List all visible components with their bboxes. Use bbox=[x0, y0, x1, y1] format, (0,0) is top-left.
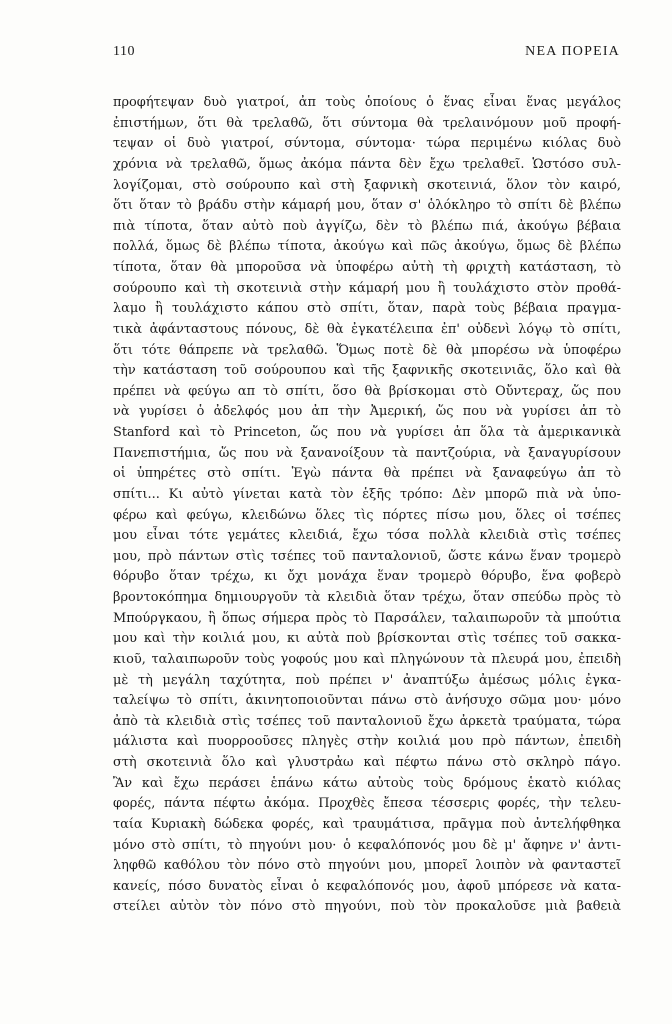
text-line: φέρω καὶ φεύγω, κλειδώνω ὅλες τὶς πόρτες πίσω μου, ὅλες οἱ τσέπες bbox=[113, 507, 621, 523]
text-line: κανείς, πόσο δυνατὸς εἶναι ὁ κεφαλόπονός μου, ἀφοῦ μπόρεσε νὰ κατα- bbox=[113, 878, 621, 894]
text-line: ταία Κυριακὴ δώδεκα φορές, καὶ τραυμάτισα, πρᾶγμα ποὺ ἀντελήφθηκα bbox=[113, 816, 621, 832]
body-text bbox=[113, 93, 621, 918]
text-line: θόρυβο ὅταν τρέχω, κι ὄχι μονάχα ἕναν τρομερὸ θόρυβο, ἕνα φοβερὸ bbox=[113, 569, 621, 585]
text-line: κιοῦ, ταλαιπωροῦν τοὺς γοφούς μου καὶ πληγώνουν τὰ πλευρά μου, ἐπειδὴ bbox=[113, 651, 621, 667]
text-line: τικὰ ἀφάνταστους πόνους, δὲ θὰ ἐγκατέλειπα ἐπ' οὐδενὶ λόγῳ τὸ σπίτι, bbox=[113, 321, 621, 337]
text-line: Πανεπιστήμια, ὥς που νὰ ξανανοίξουν τὰ παντζούρια, νὰ ξαναγυρίσουν bbox=[113, 445, 621, 461]
text-line: χρόνια νὰ τρελαθῶ, ὅμως ἀκόμα πάντα δὲν ἔχω τρελαθεῖ. Ὡστόσο συλ- bbox=[113, 156, 621, 172]
text-line: στείλει αὐτὸν τὸν πόνο στὸ πηγούνι, ποὺ τὸν προκαλοῦσε μιὰ βαθειὰ bbox=[113, 899, 621, 915]
text-line: λαμο ἢ τουλάχιστο κάπου στὸ σπίτι, ὅταν, παρὰ τοὺς βέβαια πραγμα- bbox=[113, 301, 621, 317]
text-line: σούρουπο καὶ τὴ σκοτεινιὰ στὴν κάμαρή μου ἢ τουλάχιστο στὸν προθά- bbox=[113, 280, 621, 296]
text-line: μάλιστα καὶ πυορροοῦσες πληγὲς στὴν κοιλιά μου πρὸ πάντων, ἐπειδὴ bbox=[113, 734, 621, 750]
text-line: στὴ σκοτεινιὰ ὅλο καὶ γλυστρἀω καὶ πέφτω πάνω στὸ σκληρὸ πάγο. bbox=[113, 755, 621, 770]
text-line: ὅτι τότε θάπρεπε νὰ τρελαθῶ. Ὅμως ποτὲ δὲ θὰ μπορέσω νὰ ὑποφέρω bbox=[113, 342, 621, 358]
text-line: προφήτεψαν δυὸ γιατροί, ἀπ τοὺς ὁποίους ὁ ἕνας εἶναι ἕνας μεγάλος bbox=[113, 95, 621, 110]
text-line: ὅτι ὅταν τὸ βράδυ στὴν κάμαρή μου, ὅταν σ' ὁλόκληρο τὸ σπίτι δὲ βλέπω bbox=[113, 198, 621, 214]
text-line: ληφθῶ καθόλου τὸν πόνο στὸ πηγούνι μου, μπορεῖ λοιπὸν νὰ φανταστεῖ bbox=[113, 858, 621, 874]
text-line: ταλείψω τὸ σπίτι, ἀκινητοποιοῦνται πάνω στὸ ἀνήσυχο σῶμα μου· μόνο bbox=[113, 693, 621, 709]
page-number: 110 bbox=[113, 44, 135, 59]
text-line: οἱ ὑπηρέτες στὸ σπίτι. Ἐγὼ πάντα θὰ πρέπει νὰ ξαναφεύγω ἀπ τὸ bbox=[113, 466, 621, 482]
text-line: πρέπει νὰ φεύγω απ τὸ σπίτι, ὅσο θὰ βρίσκομαι στὸ Οὔντεραχ, ὥς που bbox=[113, 383, 621, 399]
running-head: ΝΕΑ ΠΟΡΕΙΑ bbox=[525, 44, 620, 59]
text-line: ἐπιστήμων, ὅτι θὰ τρελαθῶ, ὅτι σύντομα θὰ τρελαινόμουν μοῦ προφή- bbox=[113, 115, 621, 131]
text-line: νὰ γυρίσει ὁ ἀδελφός μου ἀπ τὴν Ἀμερική, ὥς που νὰ γυρίσει ἀπ τὸ bbox=[113, 404, 621, 420]
text-line: τίποτα, ὅταν θὰ μποροῦσα νὰ ὑποφέρω αὐτὴ τὴ φριχτὴ κατάσταση, τὸ bbox=[113, 260, 621, 275]
text-line: Ἂν καὶ ἔχω περάσει ἑπάνω κάτω αὐτοὺς τοὺς δρόμους ἑκατὸ κιόλας bbox=[113, 775, 621, 791]
text-line: μου, πρὸ πάντων στὶς τσέπες τοῦ πανταλονιοῦ, ὥστε κάνω ἕναν τρομερὸ bbox=[113, 548, 621, 564]
text-line: πιὰ τίποτα, ὅταν αὐτὸ ποὺ ἀγγίζω, δὲν τὸ βλέπω πιά, ἀκούγω βέβαια bbox=[113, 218, 621, 234]
text-line: Stanford καὶ τὸ Princeton, ὥς που νὰ γυρίσει ἀπ ὅλα τὰ ἀμερικανικὰ bbox=[113, 425, 621, 440]
text-line: τὴν κατάσταση τοῦ σούρουπου καὶ τῆς ξαφνικῆς σκοτεινιᾶς, ὅλο καὶ θὰ bbox=[113, 363, 621, 379]
text-line: Μπούργκαου, ἢ ὅπως σήμερα πρὸς τὸ Παρσάλεν, ταλαιπωροῦν τὰ μπούτια bbox=[113, 610, 621, 626]
text-line: μου εἶναι τότε γεμάτες κλειδιά, ἔχω τόσα πολλὰ κλειδιὰ στὶς τσέπες bbox=[113, 528, 621, 544]
text-line: βροντοκόπημα δημιουργοῦν τὰ κλειδιὰ ὅταν τρέχω, ὅταν σπεύδω πρὸς τὸ bbox=[113, 590, 621, 605]
page-header bbox=[113, 44, 620, 64]
text-line: μου καὶ τὴν κοιλιά μου, κι αὐτὰ ποὺ βρίσκονται στὶς τσέπες τοῦ σακκα- bbox=[113, 631, 621, 647]
text-line: σπίτι... Κι αὐτὸ γίνεται κατὰ τὸν ἑξῆς τρόπο: Δὲν μπορῶ πιὰ νὰ ὑπο- bbox=[113, 486, 621, 502]
text-line: λογίζομαι, στὸ σούρουπο καὶ στὴ ξαφνικὴ σκοτεινιά, ὅλον τὸν καιρό, bbox=[113, 177, 621, 193]
text-line: πολλά, ὅμως δὲ βλέπω τίποτα, ἀκούγω καὶ πῶς ἀκούγω, ὅμως δὲ βλέπω bbox=[113, 239, 621, 255]
text-line: ἀπὸ τὰ κλειδιὰ στὶς τσέπες τοῦ πανταλονιοῦ ἔχω ἀρκετὰ τραύματα, τώρα bbox=[113, 713, 621, 729]
text-line: φορές, πάντα πέφτω ἀκόμα. Προχθὲς ἔπεσα τέσσερις φορές, τὴν τελευ- bbox=[113, 796, 621, 812]
text-line: τεψαν οἱ δυὸ γιατροί, σύντομα, σύντομα· τώρα περιμένω κιόλας δυὸ bbox=[113, 136, 621, 152]
text-line: μόνο στὸ σπίτι, τὸ πηγούνι μου· ὁ κεφαλόπονός μου δὲ μ' ἄφηνε ν' ἀντι- bbox=[113, 837, 621, 853]
text-line: μὲ τὴ μεγάλη ταχύτητα, ποὺ πρέπει ν' ἀναπτύξω ἀμέσως μόλις ἐγκα- bbox=[113, 672, 621, 688]
